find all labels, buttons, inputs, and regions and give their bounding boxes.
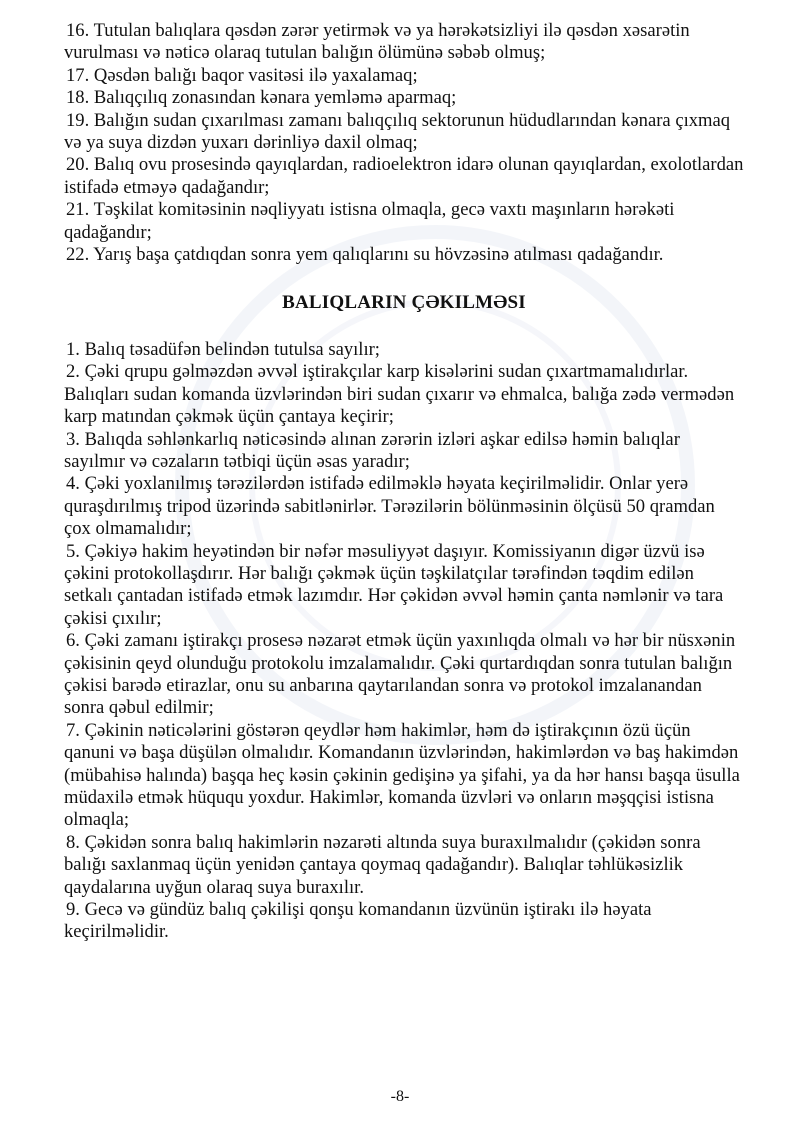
item-number: 19. — [66, 109, 90, 131]
item-number: 18. — [66, 87, 90, 109]
list-item — [64, 110, 744, 155]
item-text: Çəkinin nəticələrini göstərən qeydlər həm hakimlər, həm də iştirakçının özü üçün qanuni və başa düşülən olmalıdır. Komandanın üzvlərindən, hakimlərdən və baş hakimdən (mübahisə halında) başqa heç kəsin çəkinin gedişinə ya şifahi, ya da hər hansı başqa üsulla müdaxilə etmək hüququ yoxdur. Hakimlər, komanda üzvləri və onların məşqçisi istisna olmaqla; — [64, 719, 740, 831]
list-item — [64, 20, 744, 65]
item-number: 20. — [66, 154, 90, 176]
item-number: 1. — [66, 338, 80, 360]
item-text: Balıqda səhlənkarlıq nəticəsində alınan zərərin izləri aşkar edilsə həmin balıqlar sayılmır və cəzaların tətbiqi üçün əsas yaradır; — [64, 428, 680, 472]
item-text: Çəkiyə hakim heyətindən bir nəfər məsuliyyət daşıyır. Komissiyanın digər üzvü isə çəkini protokollaşdırır. Hər balığı çəkmək üçün təşkilatçılar tərəfindən təqdim edilən setkalı çantadan istifadə etmək lazımdır. Hər çəkidən əvvəl həmin çanta nəmlənir və tara çəkisi çıxılır; — [64, 540, 724, 629]
item-number: 5. — [66, 540, 80, 562]
item-number: 6. — [66, 630, 80, 652]
item-number: 7. — [66, 719, 80, 741]
list-item — [64, 199, 744, 244]
list-item — [64, 339, 744, 361]
rules-list-bottom — [64, 339, 744, 944]
list-item — [64, 244, 744, 266]
item-text: Qəsdən balığı baqor vasitəsi ilə yaxalamaq; — [93, 64, 418, 86]
item-text: Çəki zamanı iştirakçı prosesə nəzarət etmək üçün yaxınlıqda olmalı və hər bir nüsxənin çəkisinin qeyd olunduğu protokolu imzalamalıdır. Çəki qurtardıqdan sonra tutulan balığın çəkisi barədə etirazlar, onu su anbarına qaytarılandan sonra və protokol imzalanandan sonra qəbul edilmir; — [64, 630, 736, 719]
item-number: 16. — [66, 20, 90, 41]
item-text: Yarış başa çatdıqdan sonra yem qalıqlarını su hövzəsinə atılması qadağandır. — [93, 244, 664, 266]
item-text: Balıq təsadüfən belindən tutulsa sayılır; — [84, 338, 380, 360]
item-text: Təşkilat komitəsinin nəqliyyatı istisna olmaqla, gecə vaxtı maşınların hərəkəti qadağandır; — [64, 199, 675, 243]
item-text: Balıq ovu prosesində qayıqlardan, radioelektron idarə olunan qayıqlardan, exolotlardan istifadə etməyə qadağandır; — [64, 154, 744, 198]
list-item — [64, 541, 744, 631]
section-title: BALIQLARIN ÇƏKILMƏSI — [282, 292, 526, 314]
list-item — [64, 87, 744, 109]
list-item — [64, 630, 744, 720]
item-number: 2. — [66, 361, 80, 383]
item-text: Çəkidən sonra balıq hakimlərin nəzarəti altında suya buraxılmalıdır (çəkidən sonra balığı saxlanmaq üçün yenidən çantaya qoymaq qadağandır). Balıqlar təhlükəsizlik qaydalarına uyğun olaraq suya buraxılır. — [64, 831, 701, 898]
item-text: Balığın sudan çıxarılması zamanı balıqçılıq sektorunun hüdudlarından kənara çıxmaq və ya suya dizdən yuxarı dərinliyə daxil olmaq; — [64, 109, 731, 154]
item-text: Balıqçılıq zonasından kənara yemləmə aparmaq; — [93, 87, 457, 109]
item-number: 17. — [66, 64, 90, 86]
item-number: 22. — [66, 244, 90, 266]
list-item — [64, 899, 744, 944]
rules-list-top — [64, 20, 744, 266]
list-item — [64, 832, 744, 899]
item-text: Çəki yoxlanılmış tərəzilərdən istifadə edilməklə həyata keçirilməlidir. Onlar yerə quraşdırılmış tripod üzərində sabitlənirlər. Tərəzilərin bölünməsinin ölçüsü 50 qramdan çox olmamalıdır; — [64, 473, 715, 540]
list-item — [64, 65, 744, 87]
item-number: 8. — [66, 831, 80, 853]
list-item — [64, 154, 744, 199]
list-item — [64, 361, 744, 428]
item-number: 9. — [66, 899, 80, 921]
list-item — [64, 429, 744, 474]
item-text: Gecə və gündüz balıq çəkilişi qonşu komandanın üzvünün iştirakı ilə həyata keçirilməlidir. — [64, 899, 652, 943]
item-text: Tutulan balıqlara qəsdən zərər yetirmək və ya hərəkətsizliyi ilə qəsdən xəsarətin vurulması və nəticə olaraq tutulan balığın ölümünə səbəb olmuş; — [64, 20, 690, 64]
list-item — [64, 720, 744, 832]
list-item — [64, 473, 744, 540]
document-body — [64, 20, 744, 944]
page-number: -8- — [390, 1088, 410, 1105]
item-number: 3. — [66, 428, 80, 450]
item-number: 4. — [66, 473, 80, 495]
item-text: Çəki qrupu gəlməzdən əvvəl iştirakçılar karp kisələrini sudan çıxartmamalıdırlar. Balıqları sudan komanda üzvlərindən biri sudan çıxarır və ehmalca, balığa zədə vermədən karp matından çəkmək üçün çantaya keçirir; — [64, 361, 735, 428]
item-number: 21. — [66, 199, 90, 221]
